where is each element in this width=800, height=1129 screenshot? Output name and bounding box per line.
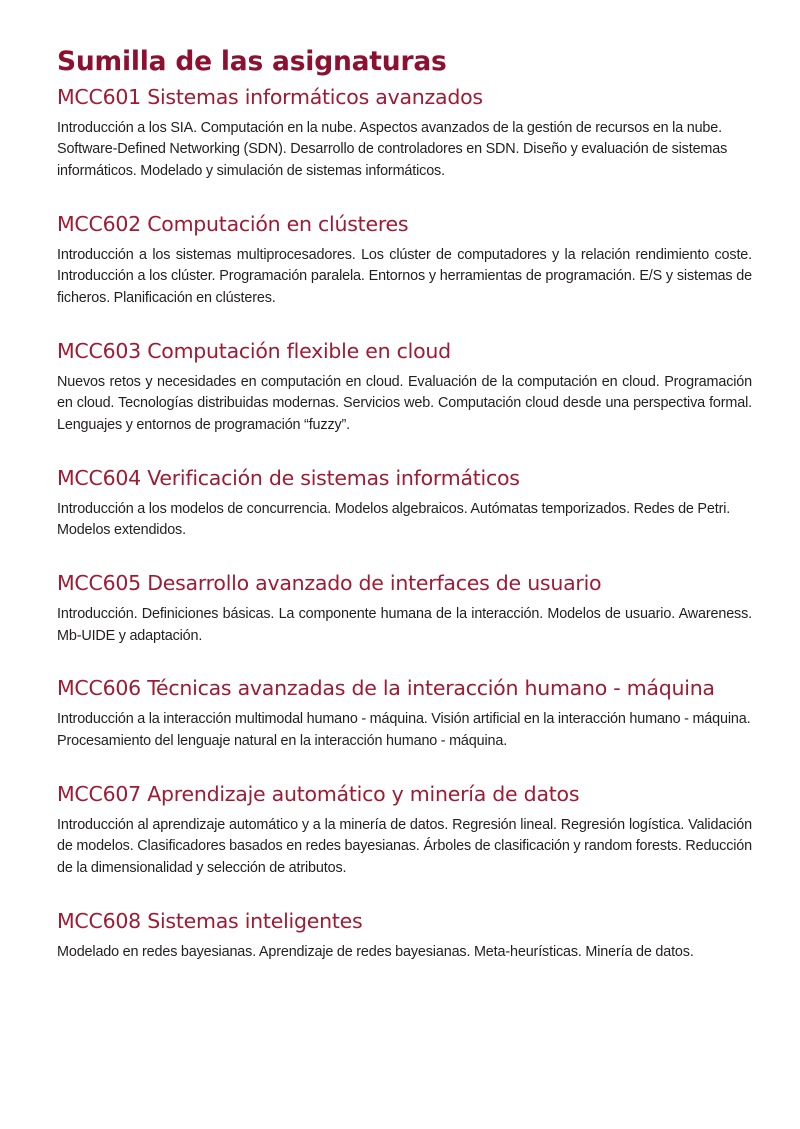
- course-section-mcc605: [57, 571, 752, 647]
- section-heading-mcc605: MCC605 Desarrollo avanzado de interfaces de usuario: [57, 570, 602, 595]
- course-section-mcc608: [57, 909, 752, 964]
- course-section-mcc606: [57, 676, 752, 752]
- page-title: Sumilla de las asignaturas: [57, 46, 447, 77]
- section-body-mcc602: Introducción a los sistemas multiprocesadores. Los clúster de computadores y la relación rendimiento coste. Introducción a los clúster. Programación paralela. Entornos y herramientas de programación. E/S y sistemas de ficheros. Planificación en clústeres.: [57, 246, 752, 306]
- section-body-mcc604: Introducción a los modelos de concurrencia. Modelos algebraicos. Autómatas temporizados. Redes de Petri. Modelos extendidos.: [57, 500, 731, 539]
- section-body-mcc608: Modelado en redes bayesianas. Aprendizaje de redes bayesianas. Meta-heurísticas. Minería de datos.: [57, 943, 694, 960]
- section-body-mcc606: Introducción a la interacción multimodal humano - máquina. Visión artificial en la interacción humano - máquina. Procesamiento del lenguaje natural en la interacción humano - máquina.: [57, 711, 751, 750]
- course-section-mcc602: [57, 212, 752, 310]
- course-section-mcc601: [57, 85, 752, 183]
- section-heading-mcc607: MCC607 Aprendizaje automático y minería de datos: [57, 781, 580, 806]
- section-heading-mcc601: MCC601 Sistemas informáticos avanzados: [57, 84, 483, 109]
- section-heading-mcc603: MCC603 Computación flexible en cloud: [57, 338, 451, 363]
- section-heading-mcc604: MCC604 Verificación de sistemas informáticos: [57, 465, 520, 490]
- section-heading-mcc606: MCC606 Técnicas avanzadas de la interacción humano - máquina: [57, 676, 715, 701]
- section-heading-mcc608: MCC608 Sistemas inteligentes: [57, 908, 363, 933]
- section-body-mcc605: Introducción. Definiciones básicas. La componente humana de la interacción. Modelos de usuario. Awareness. Mb-UIDE y adaptación.: [57, 606, 752, 644]
- section-body-mcc607: Introducción al aprendizaje automático y a la minería de datos. Regresión lineal. Regresión logística. Validación de modelos. Clasificadores basados en redes bayesianas. Árboles de clasificación y random forests. Reducción de la dimensionalidad y selección de atributos.: [57, 816, 752, 877]
- section-heading-mcc602: MCC602 Computación en clústeres: [57, 211, 409, 236]
- section-body-mcc603: Nuevos retos y necesidades en computación en cloud. Evaluación de la computación en cloud. Programación en cloud. Tecnologías distribuidas modernas. Servicios web. Computación cloud desde una perspectiva formal. Lenguajes y entornos de programación “fuzzy”.: [57, 373, 752, 433]
- course-section-mcc603: [57, 339, 752, 437]
- section-body-mcc601: Introducción a los SIA. Computación en la nube. Aspectos avanzados de la gestión de recursos en la nube. Software-Defined Networking (SDN). Desarrollo de controladores en SDN. Diseño y evaluación de sistemas informáticos. Modelado y simulación de sistemas informáticos.: [57, 119, 728, 179]
- course-section-mcc604: [57, 466, 752, 542]
- course-section-mcc607: [57, 782, 752, 880]
